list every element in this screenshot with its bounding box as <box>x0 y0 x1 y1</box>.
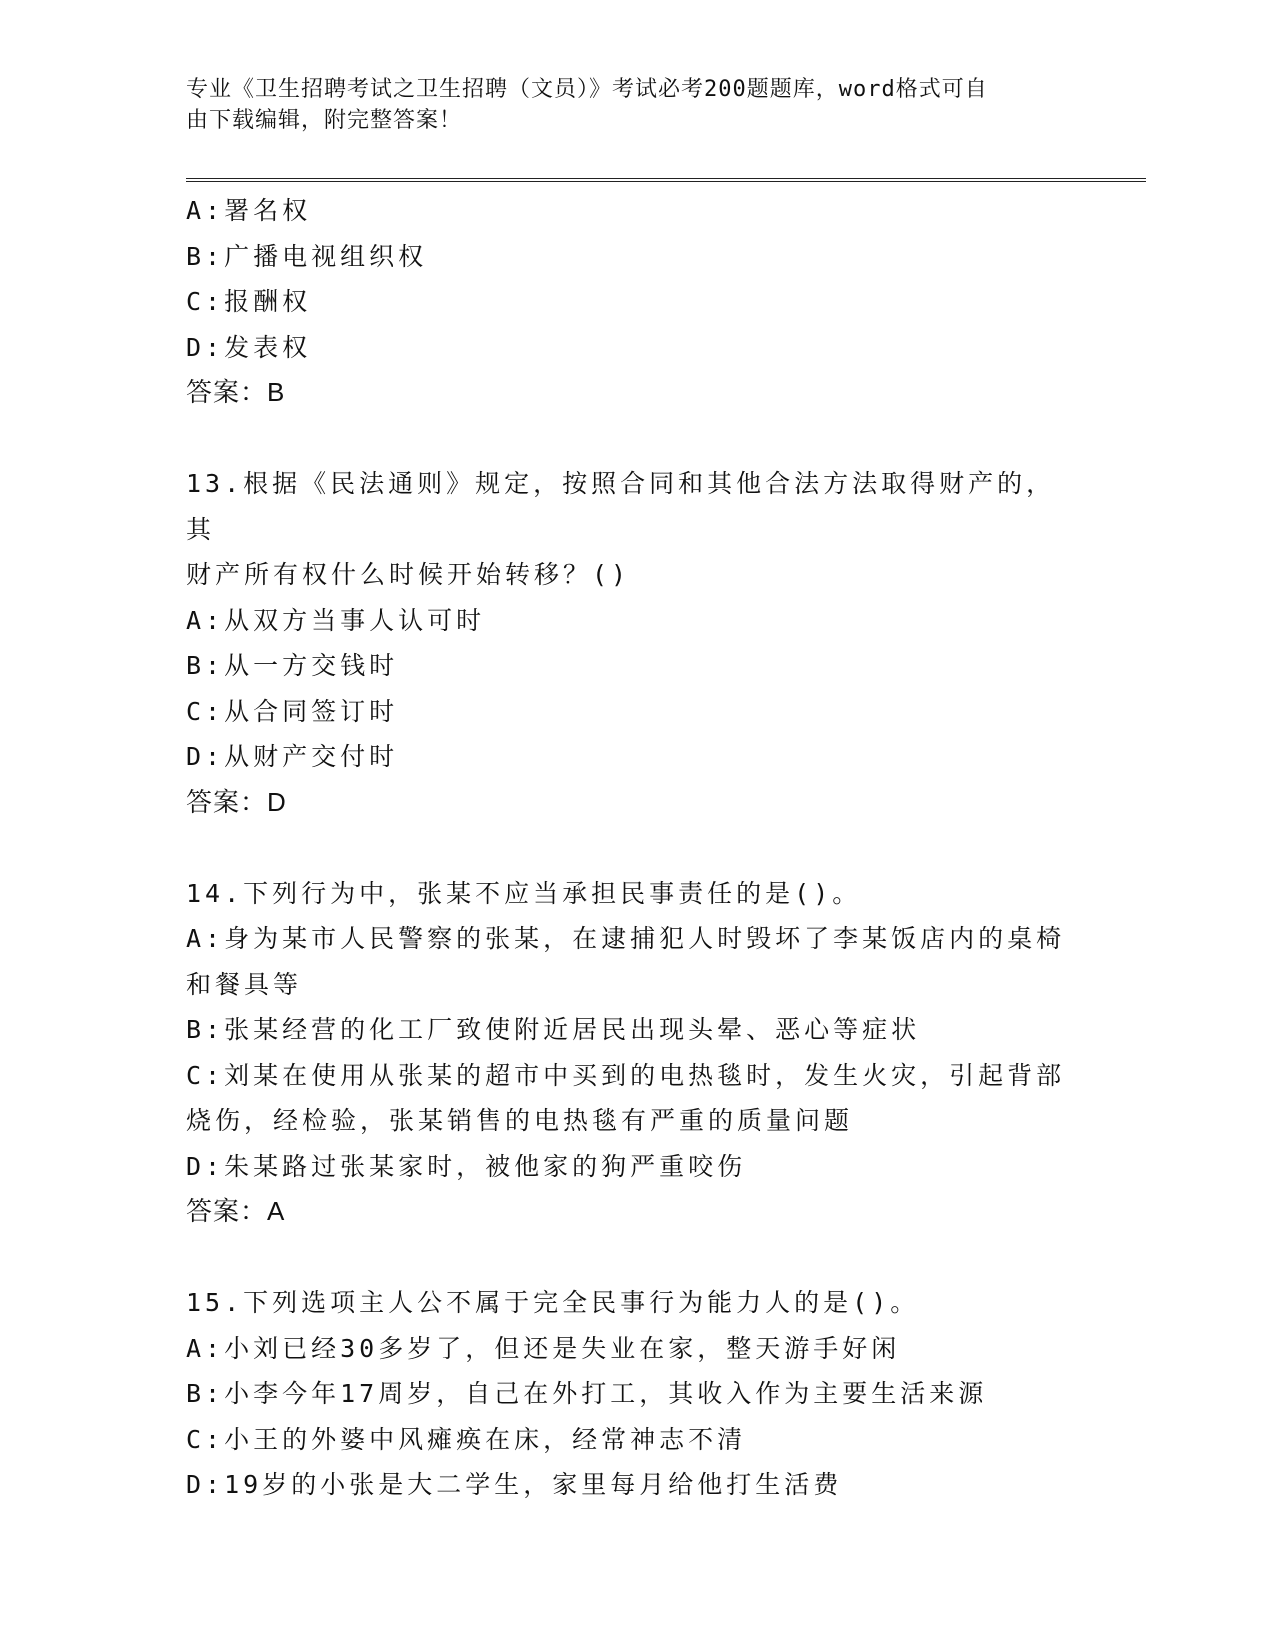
option-a-line-2: 和餐具等 <box>186 969 303 999</box>
spacer <box>186 1235 1066 1281</box>
header-divider <box>186 178 1146 182</box>
spacer <box>186 825 1066 871</box>
document-body <box>186 188 1066 1508</box>
answer: 答案：D <box>186 786 287 817</box>
option-c-line-1: C:刘某在使用从张某的超市中买到的电热毯时，发生火灾，引起背部 <box>186 1060 1066 1090</box>
option-b: B:张某经营的化工厂致使附近居民出现头晕、恶心等症状 <box>186 1015 921 1044</box>
question-12 <box>186 188 1066 416</box>
question-text: 14.下列行为中，张某不应当承担民事责任的是()。 <box>186 878 862 908</box>
option-a: A:从双方当事人认可时 <box>186 605 486 635</box>
option-d: D:19岁的小张是大二学生，家里每月给他打生活费 <box>186 1470 843 1499</box>
option-a: A:小刘已经30多岁了，但还是失业在家，整天游手好闲 <box>186 1333 901 1363</box>
answer: 答案：A <box>186 1196 286 1226</box>
option-b: B:广播电视组织权 <box>186 241 428 271</box>
option-d: D:发表权 <box>186 332 312 362</box>
question-text: 15.下列选项主人公不属于完全民事行为能力人的是()。 <box>186 1288 920 1317</box>
document-page <box>186 0 1146 1650</box>
question-14 <box>186 871 1066 1235</box>
option-a: A:署名权 <box>186 196 312 225</box>
option-d: D:朱某路过张某家时，被他家的狗严重咬伤 <box>186 1151 747 1181</box>
question-text-line-1: 13.根据《民法通则》规定，按照合同和其他合法方法取得财产的，其 <box>186 469 1056 544</box>
question-13 <box>186 461 1066 825</box>
option-c: C:小王的外婆中风瘫痪在床，经常神志不清 <box>186 1424 747 1454</box>
option-c-line-2: 烧伤，经检验，张某销售的电热毯有严重的质量问题 <box>186 1106 854 1135</box>
option-d: D:从财产交付时 <box>186 742 399 771</box>
answer: 答案：B <box>186 377 286 407</box>
option-a-line-1: A:身为某市人民警察的张某，在逮捕犯人时毁坏了李某饭店内的桌椅 <box>186 924 1066 953</box>
question-15 <box>186 1280 1066 1508</box>
option-c: C:报酬权 <box>186 287 312 316</box>
document-header <box>186 74 1066 136</box>
question-text-line-2: 财产所有权什么时候开始转移？() <box>186 560 631 589</box>
option-b: B:小李今年17周岁，自己在外打工，其收入作为主要生活来源 <box>186 1379 988 1408</box>
header-line-2: 由下载编辑，附完整答案！ <box>186 108 463 133</box>
spacer <box>186 416 1066 462</box>
header-line-1: 专业《卫生招聘考试之卫生招聘（文员）》考试必考200题题库，word格式可自 <box>186 77 988 102</box>
option-c: C:从合同签订时 <box>186 696 399 726</box>
option-b: B:从一方交钱时 <box>186 651 399 680</box>
